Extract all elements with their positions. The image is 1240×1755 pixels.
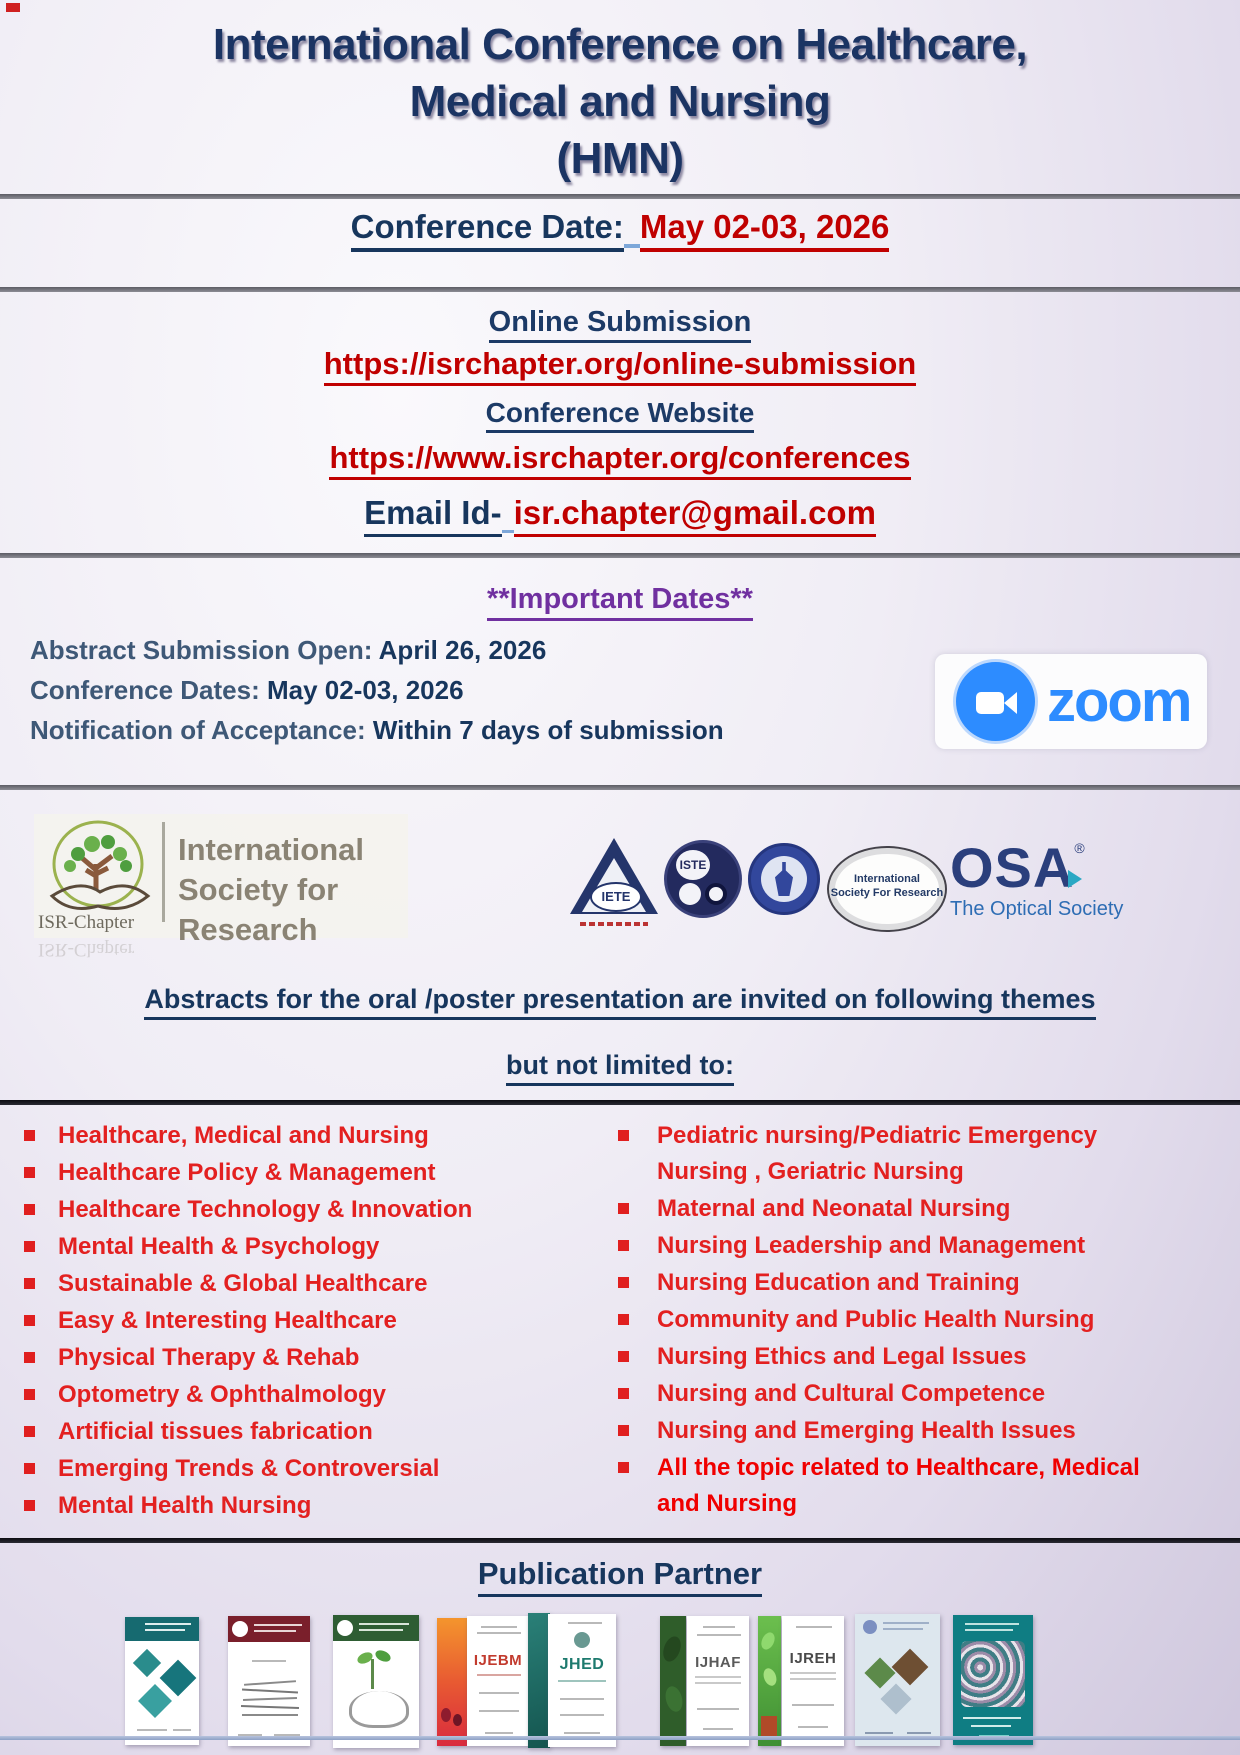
institution-of-engineers-logo (748, 843, 820, 915)
isr-chapter-reflection: ISR-Chapter (38, 939, 135, 960)
iste-label: ISTE (676, 850, 710, 880)
date-item-label: Conference Dates: (30, 675, 260, 705)
divider (0, 553, 1240, 558)
osa-logo (950, 836, 1130, 921)
journal-cover-books (228, 1616, 310, 1746)
email-label: Email Id- (364, 494, 502, 537)
publication-partner-heading: Publication Partner (478, 1556, 762, 1597)
important-date-item (30, 710, 724, 750)
journal-cover-marbled (953, 1615, 1033, 1745)
zoom-wordmark: zoom (1047, 669, 1191, 734)
journal-cover-cubes (125, 1617, 199, 1745)
theme-item: Healthcare, Medical and Nursing (18, 1118, 593, 1154)
osa-name: OSA (950, 836, 1075, 899)
theme-item: Artificial tissues fabrication (18, 1414, 593, 1450)
email-link[interactable]: isr.chapter@gmail.com (514, 494, 876, 537)
divider (0, 1538, 1240, 1543)
divider (0, 785, 1240, 790)
isr-society-name: International Society for Research (178, 832, 365, 947)
underline-gap (624, 211, 640, 248)
journal-cover-seedling (333, 1615, 419, 1748)
date-item-label: Notification of Acceptance: (30, 715, 366, 745)
zoom-logo (935, 654, 1207, 749)
theme-item: Optometry & Ophthalmology (18, 1377, 593, 1413)
theme-item: All the topic related to Healthcare, Medical and Nursing (612, 1450, 1168, 1522)
conference-date-label: Conference Date: (351, 208, 624, 252)
date-item-label: Abstract Submission Open: (30, 635, 373, 665)
divider (0, 1100, 1240, 1105)
iete-logo (566, 836, 662, 940)
isr-chapter-caption: ISR-Chapter (38, 912, 135, 933)
important-date-item (30, 630, 724, 670)
conference-website-link-row (0, 440, 1240, 476)
themes-subheading: but not limited to: (506, 1050, 734, 1086)
themes-heading: Abstracts for the oral /poster presentation are invited on following themes (144, 984, 1095, 1020)
important-dates-list (30, 630, 724, 750)
iete-motto-marks (580, 922, 648, 926)
themes-subheading-row (0, 1050, 1240, 1081)
online-submission-link-row (0, 346, 1240, 382)
divider (0, 194, 1240, 199)
journal-label: IJHAF (695, 1654, 741, 1671)
theme-item: Nursing Ethics and Legal Issues (612, 1339, 1168, 1375)
theme-item: Nursing Education and Training (612, 1265, 1168, 1301)
publication-partner-row (0, 1556, 1240, 1592)
date-item-value: April 26, 2026 (378, 635, 547, 665)
theme-item: Mental Health & Psychology (18, 1229, 593, 1265)
footer-line (0, 1736, 1240, 1740)
themes-list-right (612, 1118, 1168, 1523)
theme-item: Physical Therapy & Rehab (18, 1340, 593, 1376)
theme-item: Healthcare Policy & Management (18, 1155, 593, 1191)
important-dates-heading-row (0, 583, 1240, 616)
journal-label: IJREH (789, 1650, 837, 1667)
theme-item: Nursing Leadership and Management (612, 1228, 1168, 1264)
journal-cover-teal-strip (528, 1613, 550, 1748)
journal-cover-ijreh (782, 1616, 844, 1746)
title-line-2: Medical and Nursing (409, 77, 831, 126)
isr-oval-seal: International Society For Research (827, 846, 947, 932)
osa-triangle-icon (1068, 870, 1082, 888)
isr-society-logo (34, 814, 408, 960)
date-item-value: May 02-03, 2026 (266, 675, 464, 705)
osa-registered-mark: ® (1074, 840, 1085, 856)
themes-list-left (18, 1118, 593, 1525)
page-title (0, 16, 1240, 187)
theme-item: Maternal and Neonatal Nursing (612, 1191, 1168, 1227)
divider (0, 287, 1240, 292)
journal-cover-ijhaf (687, 1616, 749, 1746)
iste-logo (664, 840, 742, 918)
online-submission-link[interactable]: https://isrchapter.org/online-submission (324, 346, 917, 386)
journal-cover-plant-strip (758, 1616, 781, 1746)
journal-label: JHED (559, 1656, 605, 1673)
journal-cover-leaf-strip (660, 1616, 686, 1746)
conference-website-heading (0, 397, 1240, 429)
corner-mark (6, 3, 20, 12)
theme-item: Easy & Interesting Healthcare (18, 1303, 593, 1339)
journal-cover-diamonds (855, 1614, 940, 1746)
important-dates-heading: **Important Dates** (487, 583, 753, 621)
theme-item: Nursing and Emerging Health Issues (612, 1413, 1168, 1449)
journal-label: IJEBM (473, 1652, 523, 1669)
theme-item: Emerging Trends & Controversial (18, 1451, 593, 1487)
theme-item: Community and Public Health Nursing (612, 1302, 1168, 1338)
conference-website-link[interactable]: https://www.isrchapter.org/conferences (329, 440, 910, 480)
conference-date-value: May 02-03, 2026 (640, 208, 890, 252)
title-line-1: International Conference on Healthcare, (212, 20, 1028, 69)
journal-cover-orange-strip (437, 1618, 467, 1746)
important-date-item (30, 670, 724, 710)
email-row (0, 494, 1240, 533)
journal-cover-ijebm (467, 1616, 529, 1746)
underline-gap (502, 497, 514, 533)
online-submission-label: Online Submission (489, 306, 752, 343)
theme-item: Sustainable & Global Healthcare (18, 1266, 593, 1302)
online-submission-heading (0, 306, 1240, 339)
isr-tree-icon (40, 818, 160, 918)
theme-item: Pediatric nursing/Pediatric Emergency Nursing , Geriatric Nursing (612, 1118, 1168, 1190)
osa-tagline: The Optical Society (950, 898, 1124, 920)
journal-cover-jhed (548, 1614, 616, 1747)
theme-item: Nursing and Cultural Competence (612, 1376, 1168, 1412)
date-item-value: Within 7 days of submission (372, 715, 724, 745)
title-line-3: (HMN) (556, 134, 684, 183)
zoom-camera-icon (953, 659, 1038, 744)
theme-item: Mental Health Nursing (18, 1488, 593, 1524)
conference-website-label: Conference Website (486, 397, 755, 433)
iete-label: IETE (590, 882, 642, 912)
conference-date (0, 208, 1240, 248)
theme-item: Healthcare Technology & Innovation (18, 1192, 593, 1228)
themes-heading-row (0, 984, 1240, 1015)
